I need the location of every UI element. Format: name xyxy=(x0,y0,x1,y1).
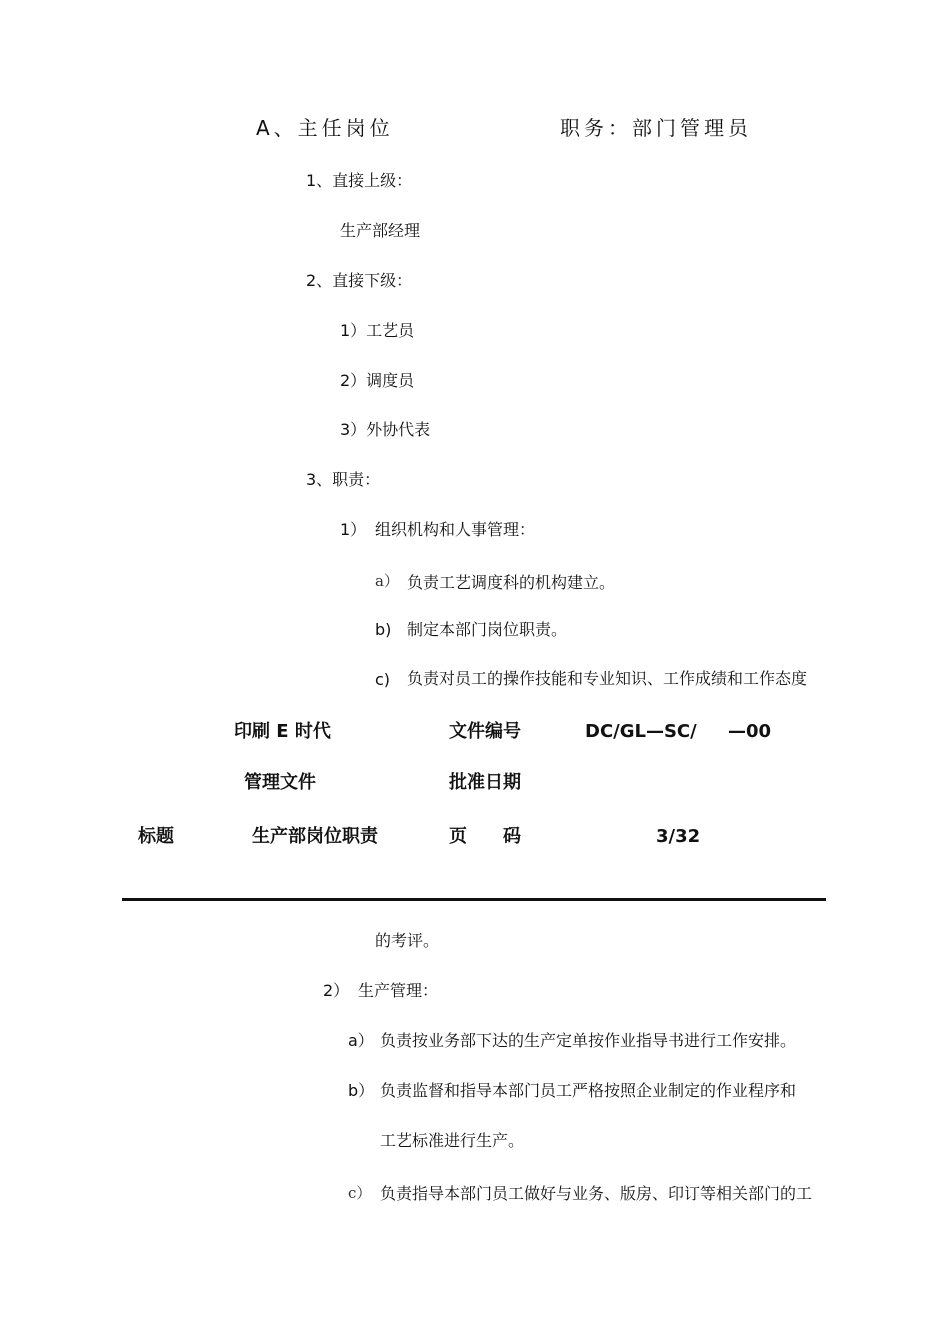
subordinate-item: 1）工艺员 xyxy=(340,321,415,340)
position-title: A、主任岗位 xyxy=(256,116,394,140)
subordinate-label: 2、直接下级： xyxy=(306,271,413,290)
duty-item-text: 负责工艺调度科的机构建立。 xyxy=(407,573,616,592)
doc-number-label: 文件编号 xyxy=(449,721,521,742)
continued-text: 的考评。 xyxy=(375,931,440,950)
duty-item-text: 负责监督和指导本部门员工严格按照企业制定的作业程序和 xyxy=(380,1081,797,1100)
duty-item-text: 工艺标准进行生产。 xyxy=(380,1131,525,1150)
duty-item-text: 负责按业务部下达的生产定单按作业指导书进行工作安排。 xyxy=(380,1031,797,1050)
duty-number: 2） xyxy=(323,981,350,1000)
approval-date-label: 批准日期 xyxy=(449,772,521,793)
page-number: 3/32 xyxy=(656,826,701,847)
doc-number-suffix: —00 xyxy=(728,721,772,742)
list-marker: a） xyxy=(375,572,399,590)
duty-item-text: 负责对员工的操作技能和专业知识、工作成绩和工作态度 xyxy=(407,669,808,688)
subordinate-item: 3）外协代表 xyxy=(340,420,431,439)
document-type: 管理文件 xyxy=(244,772,316,793)
list-marker: c) xyxy=(375,670,391,689)
duties-label: 3、职责： xyxy=(306,470,381,489)
title-label: 标题 xyxy=(138,826,174,847)
list-marker: c） xyxy=(348,1184,372,1202)
list-marker: a） xyxy=(348,1031,374,1050)
list-marker: b) xyxy=(375,620,392,639)
footer-divider xyxy=(122,898,826,901)
list-marker: b） xyxy=(348,1081,375,1100)
superior-value: 生产部经理 xyxy=(340,221,421,240)
duty-item-text: 负责指导本部门员工做好与业务、版房、印订等相关部门的工 xyxy=(380,1184,813,1203)
company-name: 印刷 E 时代 xyxy=(234,721,331,742)
duty-number: 1） xyxy=(340,520,367,539)
duty-item-text: 制定本部门岗位职责。 xyxy=(407,620,568,639)
title-value: 生产部岗位职责 xyxy=(252,826,378,847)
doc-number-value: DC/GL—SC/ xyxy=(585,721,697,742)
subordinate-item: 2）调度员 xyxy=(340,371,415,390)
duty-title: 组织机构和人事管理： xyxy=(375,520,536,539)
duty-title: 生产管理： xyxy=(358,981,439,1000)
job-title: 职务：部门管理员 xyxy=(560,116,752,140)
superior-label: 1、直接上级： xyxy=(306,171,413,190)
page-label: 页 码 xyxy=(449,826,521,847)
